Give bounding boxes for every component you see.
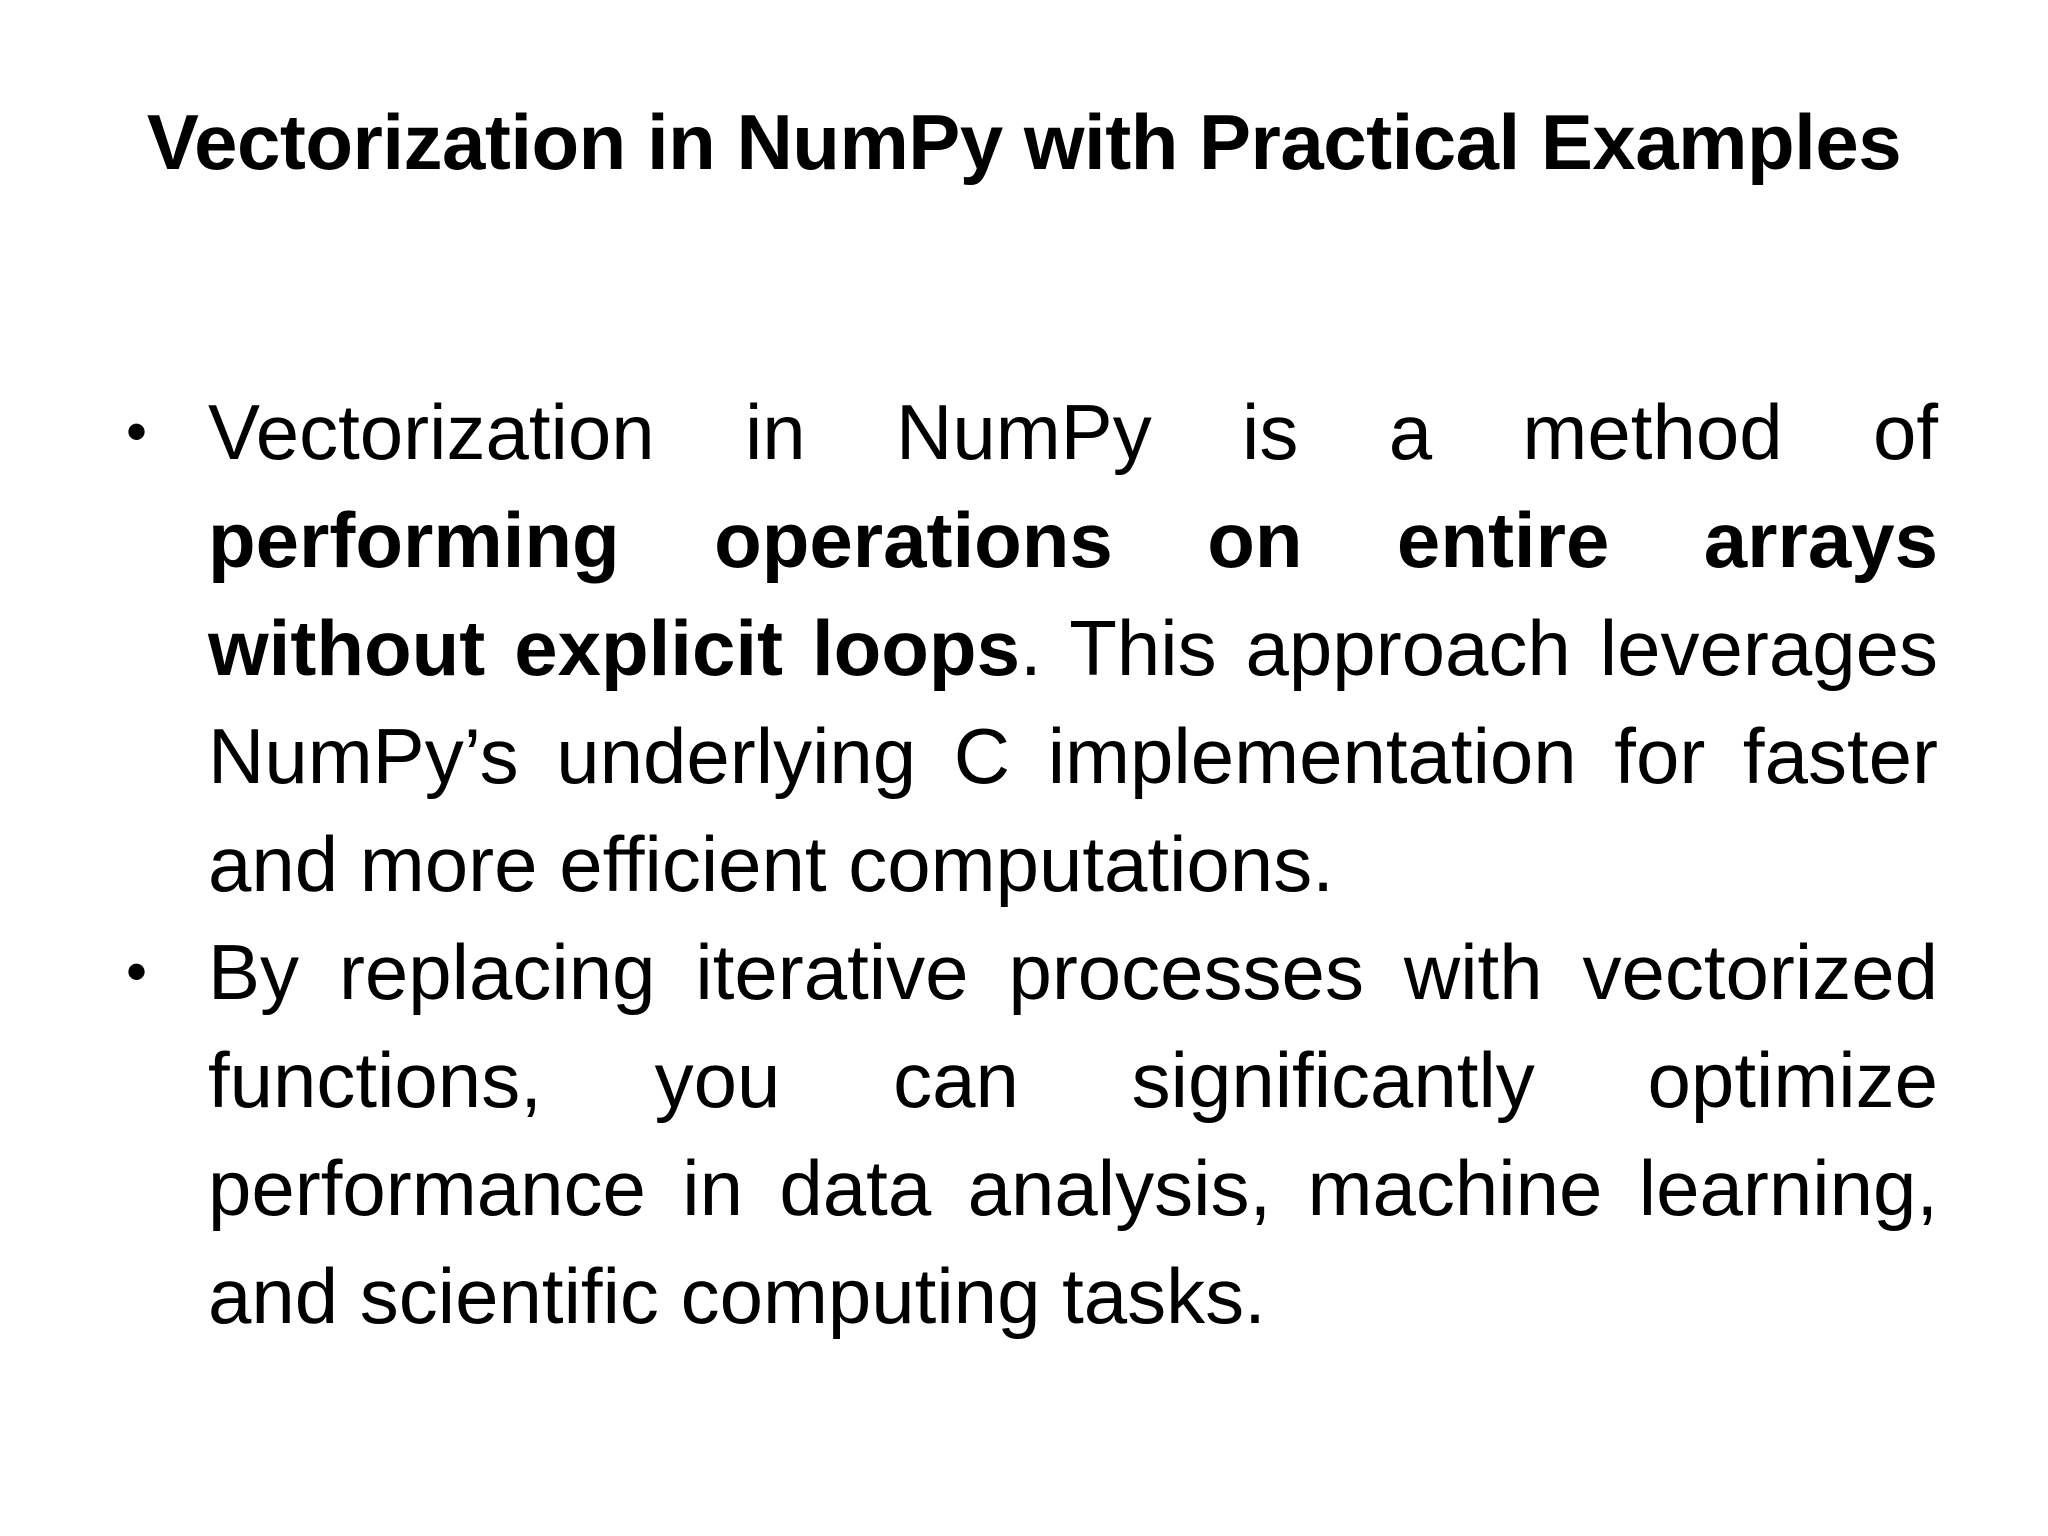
bullet-item-1 — [118, 378, 1938, 918]
bullet-1-text-bold: performing operations on entire arrays without explicit loops — [208, 496, 1938, 692]
bullet-2-text: By replacing iterative processes with vectorized functions, you can significantly optimize performance in data analysis, machine learning, and scientific computing tasks. — [208, 928, 1938, 1340]
bullet-item-2 — [118, 918, 1938, 1350]
bullet-dot-icon: • — [126, 398, 148, 465]
bullet-dot-icon: • — [126, 938, 148, 1005]
bullet-1-text-start: Vectorization in NumPy is a method of — [208, 388, 1938, 476]
bullet-1-text-end: . This approach leverages NumPy’s underlying C implementation for faster and more efficient computations. — [208, 604, 1938, 908]
bullet-list — [118, 378, 1938, 1350]
slide-title: Vectorization in NumPy with Practical Examples — [146, 98, 1902, 186]
